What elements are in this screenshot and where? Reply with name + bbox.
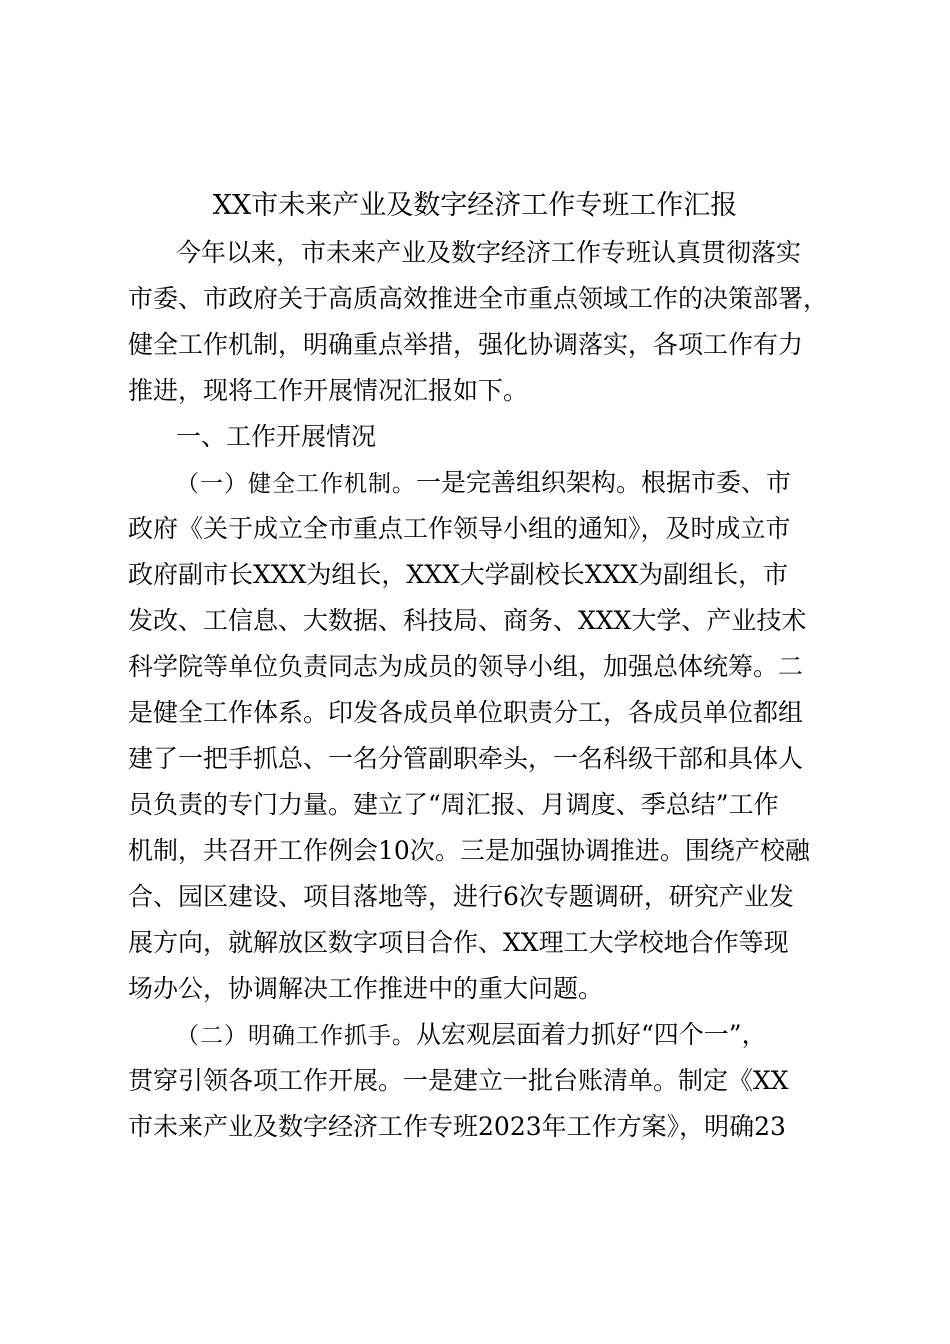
body-text: 一是完善组织架构。根据市委、市 [416,468,792,497]
body-line: 健全工作机制，明确重点举措，强化协调落实，各项工作有力 [128,330,804,359]
subsection-line [176,460,838,506]
body-line: 市未来产业及数字经济工作专班2023年工作方案》，明确23 [128,1112,786,1141]
body-line: 展方向，就解放区数字项目合作、XX理工大学校地合作等现 [128,928,789,957]
subsection-line [176,1012,838,1058]
body-line: 发改、工信息、大数据、科技局、商务、XXX大学、产业技术 [128,606,807,635]
section-heading: 一、工作开展情况 [176,422,377,451]
body-line: 今年以来，市未来产业及数字经济工作专班认真贯彻落实 [176,238,802,267]
body-text: 从宏观层面着力抓好“四个一”， [416,1020,767,1049]
subsection-heading: （一）健全工作机制。 [176,471,416,497]
body-line: 政府副市长XXX为组长，XXX大学副校长XXX为副组长，市 [128,560,789,589]
body-line: 市委、市政府关于高质高效推进全市重点领域工作的决策部署， [128,284,829,313]
body-line: 机制，共召开工作例会10次。三是加强协调推进。围绕产校融 [128,836,810,865]
body-line: 员负责的专门力量。建立了“周汇报、月调度、季总结”工作 [128,790,779,819]
body-line: 政府《关于成立全市重点工作领导小组的通知》，及时成立市 [128,514,791,543]
body-line: 场办公，协调解决工作推进中的重大问题。 [128,974,604,1003]
subsection-heading: （二）明确工作抓手。 [176,1023,416,1049]
body-line: 合、园区建设、项目落地等，进行6次专题调研，研究产业发 [128,882,794,911]
body-line: 科学院等单位负责同志为成员的领导小组，加强总体统筹。二 [128,652,804,681]
document-title: XX市未来产业及数字经济工作专班工作汇报 [212,190,738,221]
body-line: 建了一把手抓总、一名分管副职牵头，一名科级干部和具体人 [128,744,804,773]
body-line: 贯穿引领各项工作开展。一是建立一批台账清单。制定《XX [128,1066,789,1095]
body-line: 推进，现将工作开展情况汇报如下。 [128,376,529,405]
body-line: 是健全工作体系。印发各成员单位职责分工，各成员单位都组 [128,698,804,727]
